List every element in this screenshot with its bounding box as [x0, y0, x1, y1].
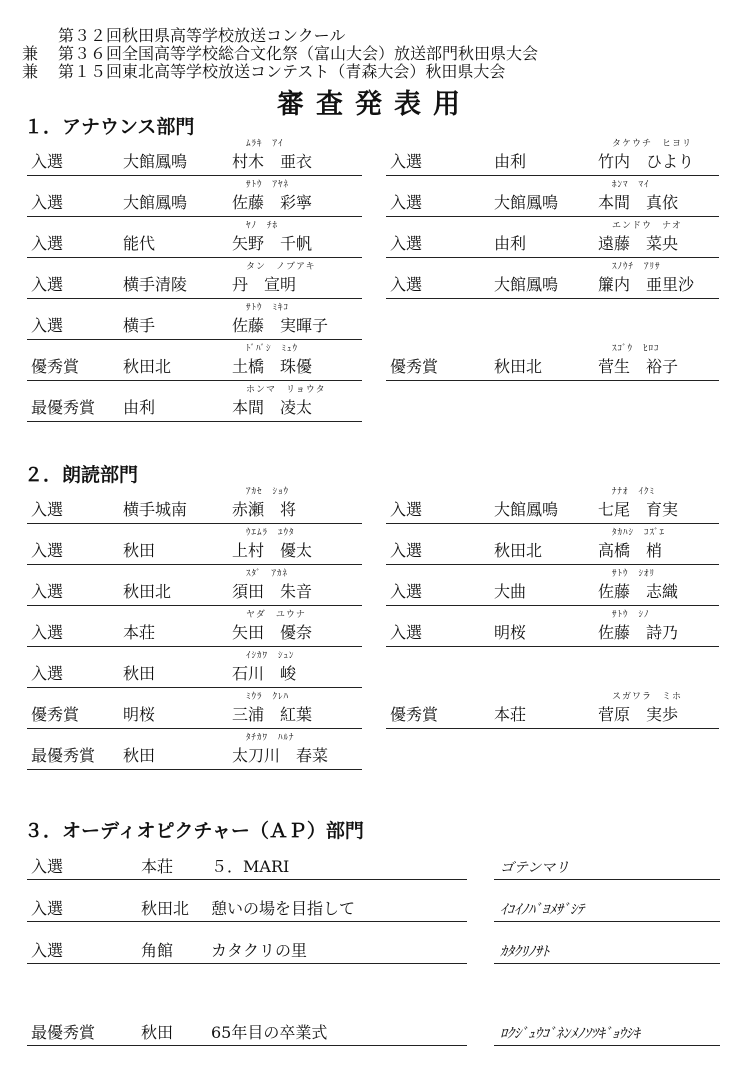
school-name: 明桜: [494, 623, 527, 642]
name-reading: ﾀｶﾊｼ ｺｽﾞｴ: [612, 528, 666, 538]
school-name: 大館鳳鳴: [494, 193, 559, 212]
name-reading: ｻﾄｳ ｼｵﾘ: [612, 569, 656, 579]
award-label: 入選: [390, 623, 423, 642]
result-row: [386, 258, 719, 299]
student-name: 佐藤 実暉子: [232, 316, 329, 335]
student-name: 本間 凌太: [232, 398, 313, 417]
result-row: [386, 176, 719, 217]
student-name: 竹内 ひより: [598, 152, 695, 171]
result-row: [386, 606, 719, 647]
work-reading: ﾛｸｼﾞｭｳｺﾞﾈﾝﾒﾉｿﾂｷﾞｮｳｼｷ: [500, 1026, 640, 1042]
name-reading: ｻﾄｳ ﾐｷｺ: [246, 303, 290, 313]
student-name: 矢野 千帆: [232, 234, 313, 253]
award-label: 入選: [31, 500, 64, 519]
result-row: [386, 688, 719, 729]
name-reading: ﾀﾁｶﾜ ﾊﾙﾅ: [246, 733, 295, 743]
award-label: 最優秀賞: [31, 746, 96, 765]
name-reading: ﾑﾗｷ ｱｲ: [246, 139, 284, 149]
result-row: [27, 340, 362, 381]
ap-reading-row: [494, 855, 720, 880]
work-title: カタクリの里: [211, 941, 308, 960]
student-name: 石川 峻: [232, 664, 297, 683]
header-line-3: 第１５回東北高等学校放送コンテスト（青森大会）秋田県大会: [58, 62, 506, 81]
result-row: [27, 729, 362, 770]
result-row: [27, 258, 362, 299]
student-name: 村木 亜衣: [232, 152, 313, 171]
school-name: 秋田: [123, 664, 156, 683]
school-name: 能代: [123, 234, 156, 253]
result-row: [27, 176, 362, 217]
school-name: 秋田北: [141, 899, 190, 918]
student-name: 赤瀬 将: [232, 500, 297, 519]
work-title: ５．MARI: [211, 857, 290, 876]
work-reading: ｶﾀｸﾘﾉｻﾄ: [500, 944, 549, 960]
result-row: [27, 217, 362, 258]
header-line-2: 第３６回全国高等学校総合文化祭（富山大会）放送部門秋田県大会: [58, 44, 539, 63]
name-reading: タン ノブアキ: [246, 262, 316, 272]
school-name: 本荘: [141, 857, 174, 876]
award-label: 入選: [390, 500, 423, 519]
ap-result-row: [27, 855, 467, 880]
header-line-3-prefix: 兼: [22, 62, 39, 81]
school-name: 横手城南: [123, 500, 188, 519]
award-label: 入選: [31, 316, 64, 335]
award-label: 入選: [390, 541, 423, 560]
student-name: 簾内 亜里沙: [598, 275, 695, 294]
name-reading: ｱｶｾ ｼｮｳ: [246, 487, 290, 497]
student-name: 佐藤 志織: [598, 582, 679, 601]
award-label: 入選: [31, 152, 64, 171]
school-name: 秋田北: [494, 541, 543, 560]
name-reading: スガワラ ミホ: [612, 692, 683, 702]
name-reading: ﾄﾞﾊﾞｼ ﾐｭｳ: [246, 344, 299, 354]
result-row: [27, 647, 362, 688]
award-label: 入選: [31, 541, 64, 560]
student-name: 遠藤 菜央: [598, 234, 679, 253]
section-heading-ap: ３．オーディオピクチャー（ＡＰ）部門: [24, 820, 364, 842]
award-label: 入選: [31, 941, 64, 960]
award-label: 入選: [31, 623, 64, 642]
award-label: 入選: [31, 664, 64, 683]
award-label: 入選: [390, 234, 423, 253]
ap-result-row: [27, 1021, 467, 1046]
school-name: 秋田: [123, 541, 156, 560]
student-name: 須田 朱音: [232, 582, 313, 601]
name-reading: ｳｴﾑﾗ ﾕｳﾀ: [246, 528, 295, 538]
name-reading: ｽｺﾞｳ ﾋﾛｺ: [612, 344, 660, 354]
student-name: 上村 優太: [232, 541, 313, 560]
work-title: 65年目の卒業式: [211, 1023, 328, 1042]
result-row: [27, 524, 362, 565]
result-row: [386, 483, 719, 524]
name-reading: ｻﾄｳ ｱﾔﾈ: [246, 180, 290, 190]
student-name: 丹 宣明: [232, 275, 297, 294]
ap-reading-row: [494, 1021, 720, 1046]
school-name: 由利: [494, 152, 527, 171]
page-title: 審査発表用: [277, 89, 472, 120]
section-heading-reading: ２．朗読部門: [24, 464, 139, 486]
name-reading: ヤダ ユウナ: [246, 610, 306, 620]
header-line-1: 第３２回秋田県高等学校放送コンクール: [58, 26, 346, 45]
award-label: 入選: [390, 582, 423, 601]
award-label: 入選: [390, 275, 423, 294]
award-label: 優秀賞: [31, 705, 80, 724]
name-reading: ﾅﾅｵ ｲｸﾐ: [612, 487, 656, 497]
award-label: 入選: [31, 234, 64, 253]
award-label: 入選: [31, 899, 64, 918]
result-row: [27, 565, 362, 606]
award-label: 優秀賞: [31, 357, 80, 376]
school-name: 角館: [141, 941, 174, 960]
school-name: 由利: [494, 234, 527, 253]
school-name: 由利: [123, 398, 156, 417]
work-reading: ゴテンマリ: [500, 860, 570, 876]
section-heading-announce: １．アナウンス部門: [24, 116, 195, 138]
school-name: 秋田: [123, 746, 156, 765]
award-label: 入選: [390, 193, 423, 212]
name-reading: ｽﾀﾞ ｱｶﾈ: [246, 569, 289, 579]
school-name: 大館鳳鳴: [123, 193, 188, 212]
work-title: 憩いの場を目指して: [211, 899, 356, 918]
result-row: [386, 217, 719, 258]
school-name: 大館鳳鳴: [494, 275, 559, 294]
award-label: 優秀賞: [390, 705, 439, 724]
result-row: [386, 135, 719, 176]
award-label: 入選: [390, 152, 423, 171]
result-row: [27, 688, 362, 729]
student-name: 太刀川 春菜: [232, 746, 329, 765]
school-name: 秋田北: [123, 582, 172, 601]
ap-result-row: [27, 939, 467, 964]
school-name: 本荘: [494, 705, 527, 724]
school-name: 大曲: [494, 582, 527, 601]
name-reading: タケウチ ヒヨリ: [612, 139, 693, 149]
name-reading: ｻﾄｳ ｼﾉ: [612, 610, 650, 620]
name-reading: ｽﾉｳﾁ ｱﾘｻ: [612, 262, 661, 272]
result-row: [27, 299, 362, 340]
student-name: 菅原 実歩: [598, 705, 679, 724]
award-label: 入選: [31, 193, 64, 212]
name-reading: ホンマ リョウタ: [246, 385, 326, 395]
result-row: [386, 524, 719, 565]
name-reading: ﾐｳﾗ ｸﾚﾊ: [246, 692, 290, 702]
student-name: 七尾 育実: [598, 500, 679, 519]
award-label: 優秀賞: [390, 357, 439, 376]
award-label: 入選: [31, 857, 64, 876]
result-row: [27, 606, 362, 647]
name-reading: エンドウ ナオ: [612, 221, 682, 231]
name-reading: ﾔﾉ ﾁﾎ: [246, 221, 279, 231]
ap-result-row: [27, 897, 467, 922]
school-name: 明桜: [123, 705, 156, 724]
ap-reading-row: [494, 939, 720, 964]
award-label: 入選: [31, 582, 64, 601]
result-row: [27, 483, 362, 524]
name-reading: ｲｼｶﾜ ｼｭﾝ: [246, 651, 295, 661]
school-name: 本荘: [123, 623, 156, 642]
name-reading: ﾎﾝﾏ ﾏｲ: [612, 180, 650, 190]
result-row: [27, 381, 362, 422]
ap-reading-row: [494, 897, 720, 922]
student-name: 三浦 紅葉: [232, 705, 313, 724]
result-row: [386, 340, 719, 381]
header-line-2-prefix: 兼: [22, 44, 39, 63]
school-name: 秋田北: [494, 357, 543, 376]
school-name: 横手清陵: [123, 275, 188, 294]
student-name: 高橋 梢: [598, 541, 663, 560]
school-name: 秋田: [141, 1023, 174, 1042]
student-name: 菅生 裕子: [598, 357, 679, 376]
student-name: 土橋 珠優: [232, 357, 313, 376]
student-name: 佐藤 彩寧: [232, 193, 313, 212]
result-row: [27, 135, 362, 176]
award-label: 入選: [31, 275, 64, 294]
student-name: 矢田 優奈: [232, 623, 313, 642]
award-label: 最優秀賞: [31, 1023, 96, 1042]
result-row: [386, 565, 719, 606]
school-name: 大館鳳鳴: [123, 152, 188, 171]
school-name: 横手: [123, 316, 156, 335]
award-label: 最優秀賞: [31, 398, 96, 417]
student-name: 佐藤 詩乃: [598, 623, 679, 642]
school-name: 秋田北: [123, 357, 172, 376]
work-reading: ｲｺｲﾉﾊﾞﾖﾒｻﾞｼﾃ: [500, 902, 584, 918]
student-name: 本間 真依: [598, 193, 679, 212]
school-name: 大館鳳鳴: [494, 500, 559, 519]
